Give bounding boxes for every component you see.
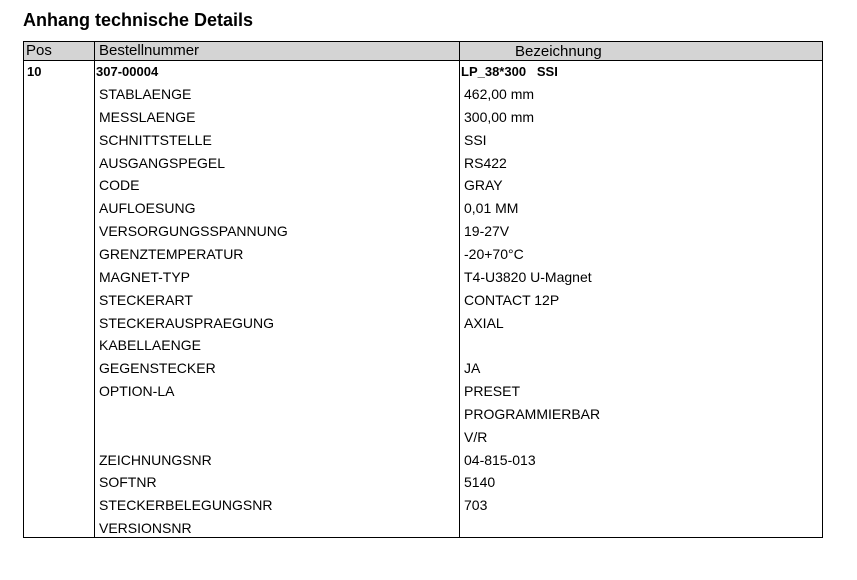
table-row bbox=[24, 152, 822, 174]
spec-value: PROGRAMMIERBAR bbox=[464, 405, 601, 422]
spec-value: 462,00 mm bbox=[464, 86, 535, 102]
item-bezeichnung: LP_38*300 SSI bbox=[461, 64, 558, 79]
header-bezeichnung: Bezeichnung bbox=[515, 43, 602, 60]
table-row bbox=[24, 449, 822, 471]
spec-value: 04-815-013 bbox=[464, 451, 536, 468]
spec-label: KABELLAENGE bbox=[99, 337, 201, 354]
table-row bbox=[24, 403, 822, 425]
spec-label: CODE bbox=[99, 177, 140, 194]
spec-label: SCHNITTSTELLE bbox=[99, 131, 212, 148]
spec-label: AUSGANGSPEGEL bbox=[99, 154, 226, 171]
spec-value: 0,01 MM bbox=[464, 200, 519, 217]
spec-label: STECKERAUSPRAEGUNG bbox=[99, 314, 275, 331]
spec-label: OPTION-LA bbox=[99, 383, 175, 400]
spec-label: AUFLOESUNG bbox=[99, 200, 196, 217]
spec-value: CONTACT 12P bbox=[464, 291, 560, 308]
spec-label: SOFTNR bbox=[99, 474, 157, 491]
document-title: Anhang technische Details bbox=[23, 10, 254, 30]
spec-value: RS422 bbox=[464, 154, 507, 171]
spec-value: AXIAL bbox=[464, 314, 504, 331]
table-row bbox=[24, 494, 822, 516]
table-row bbox=[24, 289, 822, 311]
table-row bbox=[24, 83, 822, 105]
table-row bbox=[24, 220, 822, 242]
spec-label: STABLAENGE bbox=[99, 86, 192, 102]
header-pos: Pos bbox=[26, 42, 52, 59]
spec-label: VERSIONSNR bbox=[99, 520, 192, 537]
spec-value: 19-27V bbox=[464, 223, 510, 240]
spec-value: 300,00 mm bbox=[464, 108, 535, 125]
spec-value: 703 bbox=[464, 497, 488, 514]
spec-label: GEGENSTECKER bbox=[99, 360, 216, 377]
spec-label: ZEICHNUNGSNR bbox=[99, 451, 212, 468]
spec-value: GRAY bbox=[464, 177, 503, 194]
spec-value: V/R bbox=[464, 428, 488, 445]
spec-label: STECKERBELEGUNGSNR bbox=[99, 497, 273, 514]
spec-value: -20+70°C bbox=[464, 245, 524, 262]
table-row bbox=[24, 174, 822, 196]
table-row bbox=[24, 357, 822, 379]
table-row bbox=[24, 266, 822, 288]
spec-value: SSI bbox=[464, 131, 487, 148]
table-row bbox=[24, 243, 822, 265]
spec-label: VERSORGUNGSSPANNUNG bbox=[99, 223, 288, 240]
spec-value: 5140 bbox=[464, 474, 496, 491]
spec-label: STECKERART bbox=[99, 291, 193, 308]
item-row bbox=[24, 61, 822, 83]
table-header bbox=[24, 42, 822, 61]
table-row bbox=[24, 517, 822, 539]
table-row bbox=[24, 312, 822, 334]
item-bestellnummer: 307-00004 bbox=[96, 64, 159, 79]
spec-value: JA bbox=[464, 360, 481, 377]
spec-value: PRESET bbox=[464, 383, 521, 400]
table-row bbox=[24, 380, 822, 402]
table-row bbox=[24, 426, 822, 448]
table-row bbox=[24, 106, 822, 128]
spec-label: GRENZTEMPERATUR bbox=[99, 245, 244, 262]
spec-label: MAGNET-TYP bbox=[99, 268, 191, 285]
spec-value: T4-U3820 U-Magnet bbox=[464, 268, 592, 285]
header-bestellnummer: Bestellnummer bbox=[99, 42, 200, 59]
table-row bbox=[24, 471, 822, 493]
spec-label: MESSLAENGE bbox=[99, 108, 196, 125]
table-row bbox=[24, 129, 822, 151]
table-row bbox=[24, 197, 822, 219]
table-row bbox=[24, 334, 822, 356]
item-pos: 10 bbox=[27, 64, 42, 79]
details-table bbox=[23, 41, 823, 538]
